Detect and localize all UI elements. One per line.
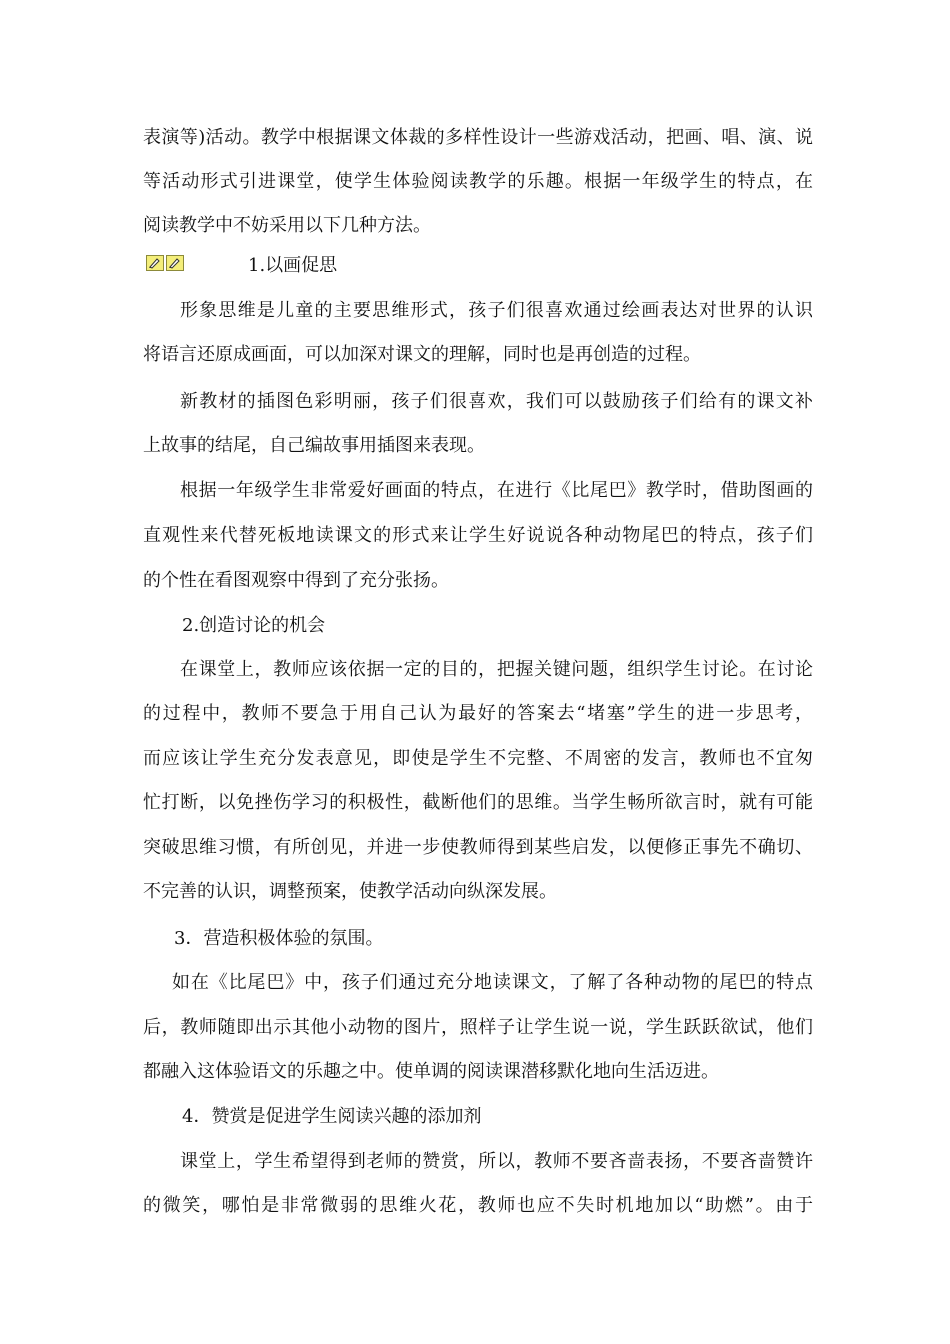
intro-line-2: 等活动形式引进课堂，使学生体验阅读教学的乐趣。根据一年级学生的特点，在 [143,171,813,192]
paragraph-line: 直观性来代替死板地读课文的形式来让学生好说说各种动物尾巴的特点，孩子们 [143,525,813,546]
section-3-heading: 3．营造积极体验的氛围。 [174,928,384,949]
section-1-heading: 1.以画促思 [248,255,338,276]
paragraph-line: 而应该让学生充分发表意见，即使是学生不完整、不周密的发言，教师也不宜匆 [143,748,813,769]
paragraph-line: 根据一年级学生非常爱好画面的特点，在进行《比尾巴》教学时，借助图画的 [180,480,813,501]
paragraph-line: 在课堂上，教师应该依据一定的目的，把握关键问题，组织学生讨论。在讨论 [180,659,813,680]
paragraph-line: 上故事的结尾，自己编故事用插图来表现。 [143,435,485,456]
paragraph-line: 的个性在看图观察中得到了充分张扬。 [143,570,449,591]
paragraph-line: 都融入这体验语文的乐趣之中。使单调的阅读课潜移默化地向生活迈进。 [143,1061,719,1082]
intro-line-1: 表演等)活动。教学中根据课文体裁的多样性设计一些游戏活动，把画、唱、演、说 [143,127,813,148]
paragraph-line: 的过程中，教师不要急于用自己认为最好的答案去“堵塞”学生的进一步思考， [143,703,813,724]
section-2-heading: 2.创造讨论的机会 [182,615,326,636]
paragraph-line: 不完善的认识，调整预案，使教学活动向纵深发展。 [143,881,557,902]
edit-icon[interactable] [166,255,184,271]
paragraph-line: 新教材的插图色彩明丽，孩子们很喜欢，我们可以鼓励孩子们给有的课文补 [180,391,813,412]
paragraph-line: 课堂上，学生希望得到老师的赞赏，所以，教师不要吝啬表扬，不要吝啬赞许 [180,1151,813,1172]
section-4-heading: 4．赞赏是促进学生阅读兴趣的添加剂 [182,1106,482,1127]
intro-line-3: 阅读教学中不妨采用以下几种方法。 [143,215,431,236]
paragraph-line: 突破思维习惯，有所创见，并进一步使教师得到某些启发，以便修正事先不确切、 [143,837,813,858]
paragraph-line: 忙打断，以免挫伤学习的积极性，截断他们的思维。当学生畅所欲言时，就有可能 [143,792,813,813]
edit-icon[interactable] [146,255,164,271]
paragraph-line: 如在《比尾巴》中，孩子们通过充分地读课文，了解了各种动物的尾巴的特点 [172,972,813,993]
paragraph-line: 将语言还原成画面，可以加深对课文的理解，同时也是再创造的过程。 [143,344,701,365]
paragraph-line: 形象思维是儿童的主要思维形式，孩子们很喜欢通过绘画表达对世界的认识 [180,300,813,321]
edit-icon-group[interactable] [146,255,184,273]
paragraph-line: 的微笑，哪怕是非常微弱的思维火花，教师也应不失时机地加以“助燃”。由于 [143,1195,813,1216]
paragraph-line: 后，教师随即出示其他小动物的图片，照样子让学生说一说，学生跃跃欲试，他们 [143,1017,813,1038]
